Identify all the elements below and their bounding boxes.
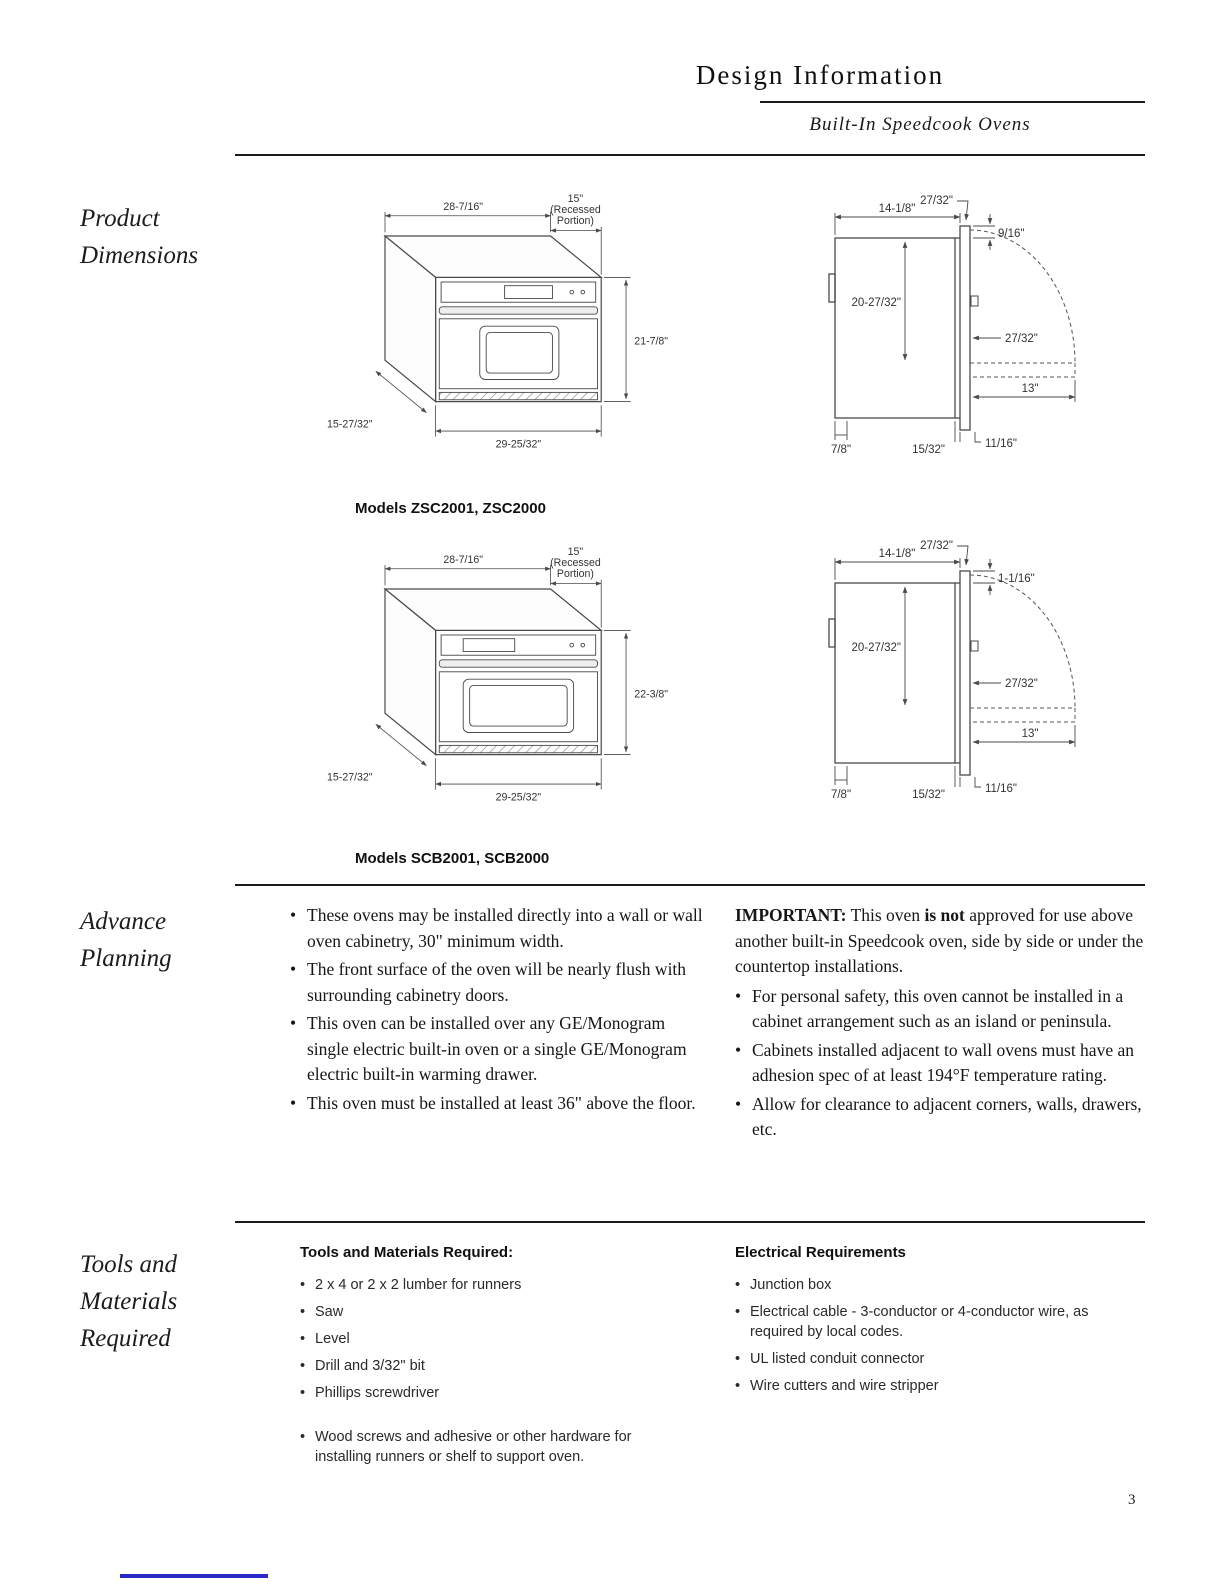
electrical-header: Electrical Requirements: [735, 1244, 906, 1261]
section-divider: [235, 884, 1145, 886]
section-divider: [235, 1221, 1145, 1223]
dim-top-width: 14-1/8": [878, 203, 916, 215]
list-item: • Phillips screwdriver: [300, 1383, 690, 1403]
list-item: • For personal safety, this oven cannot be installed in a cabinet arrangement such as an island or peninsula.: [735, 984, 1147, 1035]
advance-planning-right-list: [735, 984, 1147, 1143]
oven-side-section-scb: [805, 535, 1105, 803]
list-item: • Wood screws and adhesive or other hardware for installing runners or shelf to support oven.: [300, 1427, 690, 1467]
cabinet-profile: [829, 226, 978, 430]
tools-header: Tools and Materials Required:: [300, 1244, 514, 1261]
list-item: • Allow for clearance to adjacent corners, walls, drawers, etc.: [735, 1092, 1147, 1143]
dim-recess-2: (Recessed: [550, 204, 601, 216]
list-item: • The front surface of the oven will be nearly flush with surrounding cabinetry doors.: [290, 957, 710, 1008]
list-item: • These ovens may be installed directly into a wall or wall oven cabinetry, 30" minimum width.: [290, 903, 710, 954]
dim-recess-3: Portion): [556, 215, 594, 228]
important-text-2: approved for use above another built-in Speedcook oven, side by side or under the countertop installations.: [735, 905, 1144, 976]
dim-recess-1: 15": [567, 192, 584, 205]
oven-isometric-drawing-scb: [325, 543, 675, 819]
section-label-tools: Tools and Materials Required: [80, 1251, 178, 1352]
dim-width-front: 29-25/32": [495, 791, 542, 804]
dim-mid-offset: 27/32": [1005, 678, 1038, 690]
oven-side-section-zsc: [805, 190, 1105, 458]
dim-bottom-right: 11/16": [985, 438, 1018, 450]
dim-bottom-right: 11/16": [985, 783, 1018, 795]
list-item: • Cabinets installed adjacent to wall ovens must have an adhesion spec of at least 194°F temperature rating.: [735, 1038, 1147, 1089]
dim-top-width: 14-1/8": [878, 548, 916, 560]
dimension-labels: [831, 540, 1038, 801]
dim-top-right: 1-1/16": [998, 573, 1035, 585]
door-swing-dashed: [970, 230, 1075, 377]
list-item: • 2 x 4 or 2 x 2 lumber for runners: [300, 1275, 690, 1295]
section-label-advance-planning: Advance Planning: [80, 908, 172, 972]
section-divider: [235, 154, 1145, 156]
electrical-requirements-column: [735, 1243, 1135, 1403]
dim-recess-3: Portion): [556, 568, 594, 581]
dim-bottom-left: 7/8": [830, 444, 852, 456]
model-caption-zsc: Models ZSC2001, ZSC2000: [355, 500, 546, 517]
dim-recess-1: 15": [567, 545, 584, 558]
list-item: • UL listed conduit connector: [735, 1349, 1135, 1369]
dim-bottom-mid: 15/32": [912, 444, 945, 456]
list-item: • Saw: [300, 1302, 690, 1322]
important-text-1: This oven: [846, 905, 925, 925]
list-item: • Wire cutters and wire stripper: [735, 1376, 1135, 1396]
section-label-product-dimensions: Product Dimensions: [80, 205, 199, 269]
dim-top-offset: 27/32": [920, 540, 953, 552]
title-underline: [760, 101, 1145, 103]
dim-recess-2: (Recessed: [550, 557, 601, 569]
electrical-list: [735, 1275, 1135, 1396]
cabinet-profile: [829, 571, 978, 775]
list-item: • This oven must be installed at least 36" above the floor.: [290, 1091, 710, 1117]
advance-planning-left-column: [290, 903, 710, 1119]
dim-bottom-mid: 15/32": [912, 789, 945, 801]
list-item: • Junction box: [735, 1275, 1135, 1295]
dim-top-right: 9/16": [998, 228, 1025, 240]
list-item: • Drill and 3/32" bit: [300, 1356, 690, 1376]
advance-planning-right-column: [735, 903, 1147, 1146]
dim-door-depth: 13": [1021, 728, 1039, 740]
door-swing-dashed: [970, 575, 1075, 722]
dim-width-top: 28-7/16": [443, 201, 484, 214]
dim-height: 21-7/8": [634, 335, 669, 348]
important-note: [735, 903, 1147, 980]
tools-materials-column: [300, 1243, 690, 1474]
dimension-labels: [831, 195, 1038, 456]
page-number: 3: [1128, 1492, 1136, 1508]
dim-body-height: 20-27/32": [851, 297, 901, 309]
dim-bottom-left: 7/8": [830, 789, 852, 801]
important-label: IMPORTANT:: [735, 905, 847, 925]
oven-isometric-drawing-zsc: [325, 190, 675, 466]
list-item: • Electrical cable - 3-conductor or 4-conductor wire, as required by local codes.: [735, 1302, 1135, 1342]
dim-depth: 15-27/32": [327, 771, 373, 784]
list-item: • This oven can be installed over any GE/Monogram single electric built-in oven or a single GE/Monogram electric built-in warming drawer.: [290, 1011, 710, 1088]
dim-door-depth: 13": [1021, 383, 1039, 395]
important-bold: is not: [924, 905, 965, 925]
dim-top-offset: 27/32": [920, 195, 953, 207]
dim-body-height: 20-27/32": [851, 642, 901, 654]
page-title: Design Information: [695, 60, 945, 90]
dim-mid-offset: 27/32": [1005, 333, 1038, 345]
list-item: • Level: [300, 1329, 690, 1349]
model-caption-scb: Models SCB2001, SCB2000: [355, 850, 550, 867]
page-subtitle: Built-In Speedcook Ovens: [809, 114, 1031, 135]
dim-height: 22-3/8": [634, 688, 669, 701]
dim-depth: 15-27/32": [327, 418, 373, 431]
dim-width-front: 29-25/32": [495, 438, 542, 451]
tools-list: [300, 1275, 690, 1467]
footer-blue-line: [120, 1574, 268, 1578]
dim-width-top: 28-7/16": [443, 554, 484, 567]
advance-planning-left-list: [290, 903, 710, 1116]
